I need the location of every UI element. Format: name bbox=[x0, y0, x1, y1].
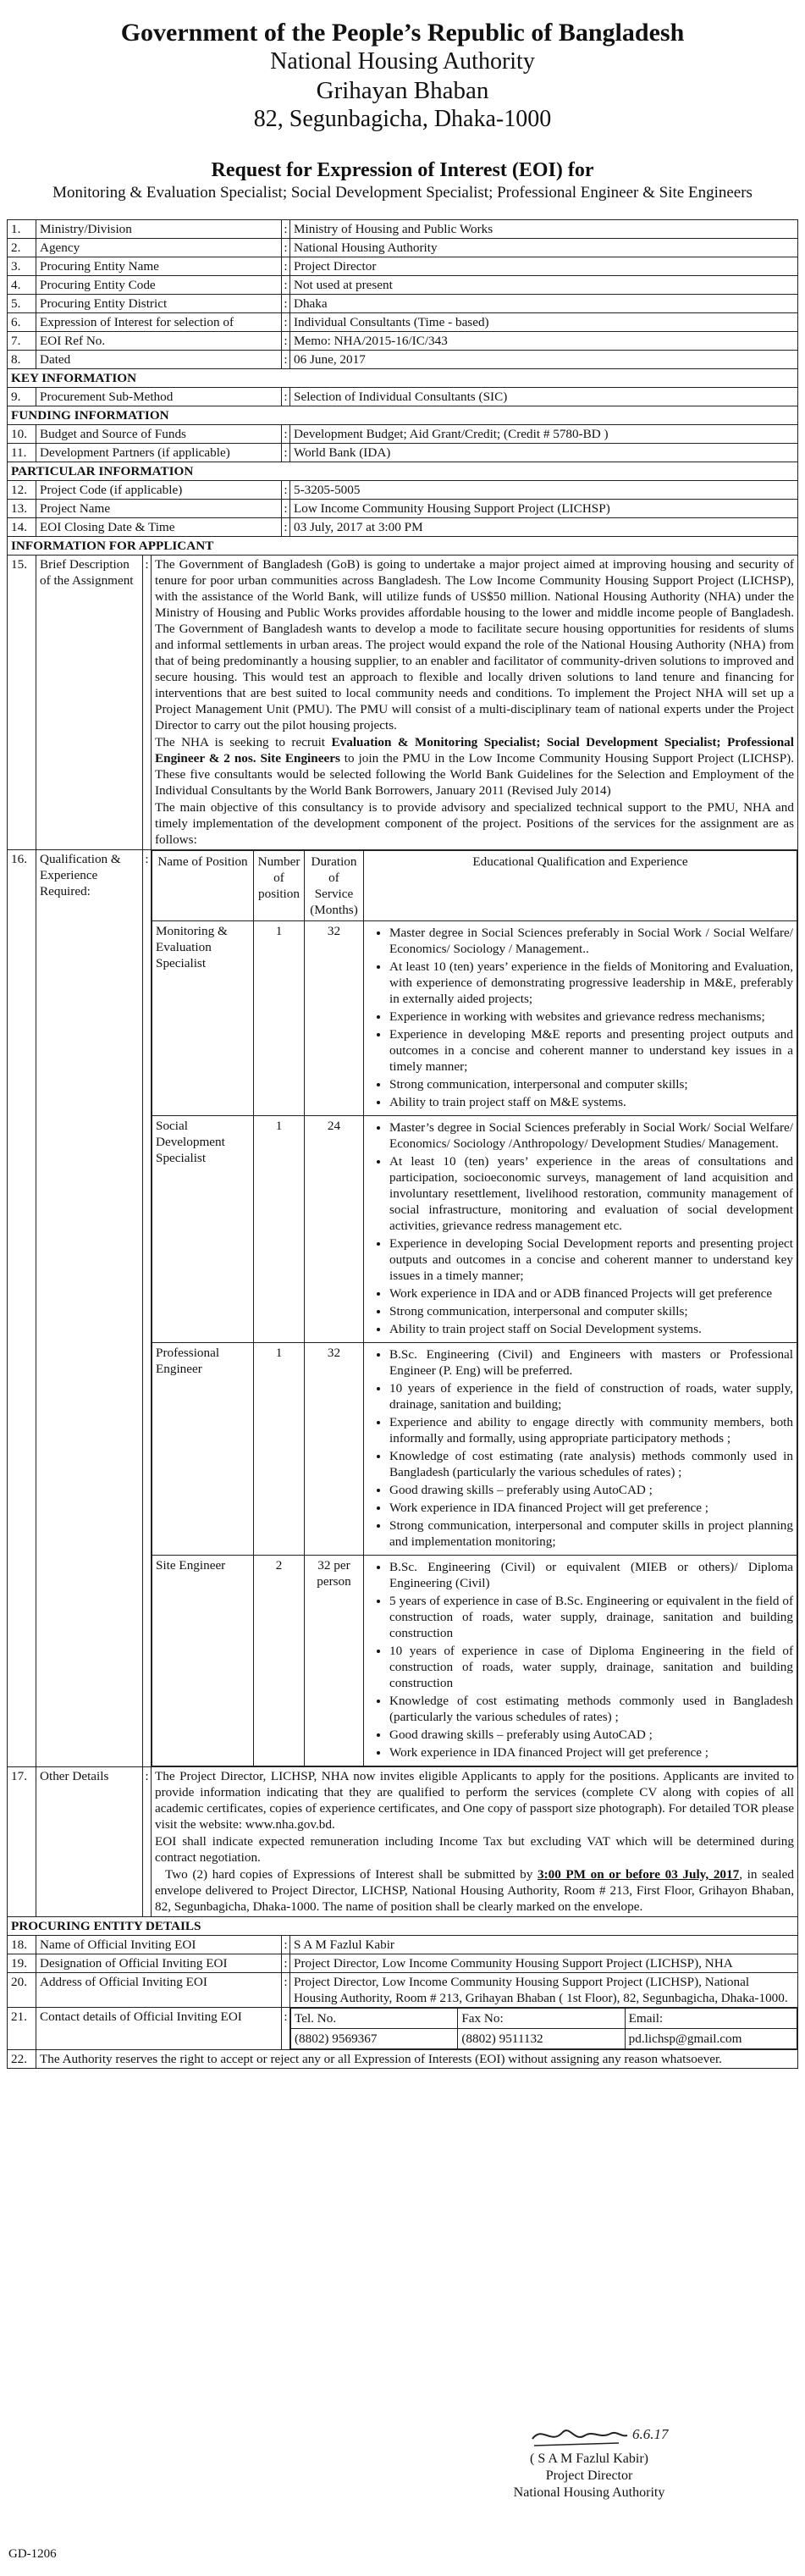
row-label: Project Code (if applicable) bbox=[36, 481, 282, 500]
row-number: 18. bbox=[8, 1936, 36, 1954]
position-row bbox=[152, 1556, 797, 1766]
row-15-brief-description bbox=[8, 556, 798, 850]
position-row bbox=[152, 1343, 797, 1556]
row-number: 21. bbox=[8, 2008, 36, 2050]
colon: : bbox=[282, 425, 290, 444]
qualification-item: • At least 10 (ten) years’ experience in the areas of consultations and participation, socioeconomic surveys, management of land acquisition and involuntary resettlement, livelihood restoration, community management of social infrastructure, monitoring and evaluation of social development activities, grievance redress management etc. bbox=[389, 1153, 793, 1234]
row-value: World Bank (IDA) bbox=[290, 444, 798, 462]
header-duration: Duration of Service (Months) bbox=[305, 851, 364, 921]
description-paragraph-2: The NHA is seeking to recruit Evaluation & Monitoring Specialist; Social Development Specialist; Professional Engineer & 2 nos. Site Engineers to join the PMU in the Low Income Community Housing Support Project (LICHSP). These five consultants would be selected following the World Bank Guidelines for the Selection and Employment of the Individual Consultants by the World Bank Borrowers, January 2011 (Revised July 2014) bbox=[155, 735, 794, 798]
position-count: 1 bbox=[254, 921, 305, 1116]
position-count: 1 bbox=[254, 1343, 305, 1556]
row-label: Expression of Interest for selection of bbox=[36, 313, 282, 332]
row-value: Ministry of Housing and Public Works bbox=[290, 220, 798, 239]
row-number: 9. bbox=[8, 388, 36, 406]
assignment-description bbox=[152, 556, 798, 850]
row-label: Qualification & Experience Required: bbox=[36, 850, 143, 1767]
row-value: 03 July, 2017 at 3:00 PM bbox=[290, 518, 798, 537]
row-label: Ministry/Division bbox=[36, 220, 282, 239]
row-label: Procuring Entity Code bbox=[36, 276, 282, 295]
qualification-item: • 5 years of experience in case of B.Sc. Engineering or equivalent in the field of construction of roads, water supply, drainage, sanitation and building construction bbox=[389, 1593, 793, 1641]
row-value: Development Budget; Aid Grant/Credit; (Credit # 5780-BD ) bbox=[290, 425, 798, 444]
signature-date: 6.6.17 bbox=[632, 2426, 669, 2442]
row-number: 6. bbox=[8, 313, 36, 332]
row-label: EOI Closing Date & Time bbox=[36, 518, 282, 537]
eoi-title: Request for Expression of Interest (EOI) for bbox=[211, 159, 594, 181]
row-value: Individual Consultants (Time - based) bbox=[290, 313, 798, 332]
row-label: Designation of Official Inviting EOI bbox=[36, 1954, 282, 1973]
row-label: Contact details of Official Inviting EOI bbox=[36, 2008, 282, 2050]
row-label: Procurement Sub-Method bbox=[36, 388, 282, 406]
reserve-clause: The Authority reserves the right to accept or reject any or all Expression of Interests (EOI) without assigning any reason whatsoever. bbox=[36, 2050, 798, 2069]
row-label: Other Details bbox=[36, 1767, 143, 1917]
row-12 bbox=[8, 481, 798, 500]
row-7 bbox=[8, 332, 798, 351]
position-name: Professional Engineer bbox=[152, 1343, 254, 1556]
qualification-item: • Knowledge of cost estimating (rate analysis) methods commonly used in Bangladesh (particularly the various schedules of rates) ; bbox=[389, 1448, 793, 1480]
row-label: Address of Official Inviting EOI bbox=[36, 1973, 282, 2008]
description-paragraph-1: The Government of Bangladesh (GoB) is going to undertake a major project aimed at improving housing and security of tenure for poor urban communities across Bangladesh. The Low Income Community Housing Support Project (LICHSP), with the assistance of the World Bank, will utilize funds of US$50 million. National Housing Authority (NHA) under the Ministry of Housing and Public Works provides affordable housing to the lower and middle income people of Bangladesh. The Government of Bangladesh wants to develop a mode to facilitate secure housing opportunities for residents of slums and informal settlements in urban areas. The project would expand the role of the National Housing Authority (NHA) from that of being predominantly a housing supplier, to an enabler and facilitator of community-driven solutions to improved and secure housing. This would test an approach to flexible and locally driven solutions to land tenure and financing for interventions that are best suited to local community needs and conditions. To implement the Project NHA will set up a Project Management Unit (PMU). The PMU will consist of a multi-disciplinary team of national experts under the Project Director to carry out the pilot housing projects. bbox=[155, 557, 794, 732]
colon: : bbox=[282, 1973, 290, 2008]
qualification-item: • Good drawing skills – preferably using AutoCAD ; bbox=[389, 1727, 793, 1743]
row-number: 4. bbox=[8, 276, 36, 295]
position-qualifications bbox=[364, 1556, 797, 1766]
qualification-item: • At least 10 (ten) years’ experience in the fields of Monitoring and Evaluation, with experience of demonstrating progressive leadership in M&E, preferably in externally aided projects; bbox=[389, 959, 793, 1007]
row-8 bbox=[8, 351, 798, 369]
row-22-authority-reserves bbox=[8, 2050, 798, 2069]
colon: : bbox=[282, 351, 290, 369]
qualification-item: • Experience in working with websites and grievance redress mechanisms; bbox=[389, 1009, 793, 1025]
fax-number: (8802) 9511132 bbox=[458, 2029, 625, 2049]
row-9 bbox=[8, 388, 798, 406]
row-number: 13. bbox=[8, 500, 36, 518]
colon: : bbox=[282, 388, 290, 406]
row-21-contact-details bbox=[8, 2008, 798, 2050]
colon: : bbox=[282, 220, 290, 239]
qualification-item: • Experience in developing M&E reports and presenting project outputs and outcomes in a concise and coherent manner to understand key issues in a timely manner; bbox=[389, 1026, 793, 1075]
row-value: Project Director, Low Income Community Housing Support Project (LICHSP), NHA bbox=[290, 1954, 798, 1973]
row-1 bbox=[8, 220, 798, 239]
colon: : bbox=[282, 332, 290, 351]
row-label: Procuring Entity District bbox=[36, 295, 282, 313]
header-number: Number of position bbox=[254, 851, 305, 921]
signatory-name: ( S A M Fazlul Kabir) bbox=[530, 2452, 648, 2466]
qualification-item: • Ability to train project staff on Social Development systems. bbox=[389, 1321, 793, 1337]
row-label: Brief Description of the Assignment bbox=[36, 556, 143, 850]
position-count: 1 bbox=[254, 1116, 305, 1343]
row-10 bbox=[8, 425, 798, 444]
row-18 bbox=[8, 1936, 798, 1954]
qualification-item: • Strong communication, interpersonal and computer skills; bbox=[389, 1076, 793, 1092]
qualification-item: • 10 years of experience in the field of construction of roads, water supply, drainage, sanitation and building; bbox=[389, 1380, 793, 1412]
row-number: 11. bbox=[8, 444, 36, 462]
row-value: Not used at present bbox=[290, 276, 798, 295]
row-number: 20. bbox=[8, 1973, 36, 2008]
row-label: Budget and Source of Funds bbox=[36, 425, 282, 444]
colon: : bbox=[282, 239, 290, 257]
row-2 bbox=[8, 239, 798, 257]
eoi-notice bbox=[7, 0, 798, 2069]
section-particular-information: PARTICULAR INFORMATION bbox=[8, 462, 798, 481]
other-details-text bbox=[152, 1767, 798, 1917]
row-number: 16. bbox=[8, 850, 36, 1767]
signature-block bbox=[500, 2420, 678, 2501]
signatory-org: National Housing Authority bbox=[513, 2485, 665, 2500]
colon: : bbox=[282, 313, 290, 332]
row-number: 5. bbox=[8, 295, 36, 313]
colon: : bbox=[282, 500, 290, 518]
row-label: EOI Ref No. bbox=[36, 332, 282, 351]
row-value: S A M Fazlul Kabir bbox=[290, 1936, 798, 1954]
row-number: 7. bbox=[8, 332, 36, 351]
govt-title: Government of the People’s Republic of Bangladesh bbox=[120, 19, 685, 47]
eoi-subtitle: Monitoring & Evaluation Specialist; Social Development Specialist; Professional Engineer & Site Engineers bbox=[52, 184, 753, 202]
tel-number: (8802) 9569367 bbox=[291, 2029, 458, 2049]
colon: : bbox=[282, 481, 290, 500]
row-3 bbox=[8, 257, 798, 276]
row-value: National Housing Authority bbox=[290, 239, 798, 257]
qualification-item: • Experience in developing Social Development reports and presenting project outputs and outcomes in a concise and coherent manner to understand key issues in a timely manner; bbox=[389, 1235, 793, 1284]
qualification-item: • Ability to train project staff on M&E systems. bbox=[389, 1094, 793, 1110]
header-education: Educational Qualification and Experience bbox=[364, 851, 797, 921]
row-number: 19. bbox=[8, 1954, 36, 1973]
qualification-item: • Master’s degree in Social Sciences preferably in Social Work/ Social Welfare/ Economics/ Sociology /Anthropology/ Development Studies/ Management. bbox=[389, 1119, 793, 1152]
qualification-item: • B.Sc. Engineering (Civil) or equivalent (MIEB or others)/ Diploma Engineering (Civil) bbox=[389, 1559, 793, 1591]
position-qualifications bbox=[364, 1116, 797, 1343]
row-value: Low Income Community Housing Support Project (LICHSP) bbox=[290, 500, 798, 518]
row-value: Dhaka bbox=[290, 295, 798, 313]
row-number: 8. bbox=[8, 351, 36, 369]
position-duration: 32 bbox=[305, 921, 364, 1116]
row-label: Procuring Entity Name bbox=[36, 257, 282, 276]
colon: : bbox=[282, 1954, 290, 1973]
qualification-item: • Experience and ability to engage directly with community members, both informally and formally, using appropriate participatory methods ; bbox=[389, 1414, 793, 1446]
row-label: Project Name bbox=[36, 500, 282, 518]
qualification-item: • B.Sc. Engineering (Civil) and Engineers with masters or Professional Engineer (P. Eng) will be preferred. bbox=[389, 1346, 793, 1379]
row-number: 2. bbox=[8, 239, 36, 257]
row-number: 14. bbox=[8, 518, 36, 537]
section-funding-information: FUNDING INFORMATION bbox=[8, 406, 798, 425]
colon: : bbox=[282, 1936, 290, 1954]
email-label: Email: bbox=[625, 2009, 797, 2029]
description-paragraph-3: The main objective of this consultancy is to provide advisory and specialized technical support to the PMU, NHA and timely implementation of the development component of the project. Positions of the services for the assignment are as follows: bbox=[155, 800, 794, 847]
row-6 bbox=[8, 313, 798, 332]
authority-name: National Housing Authority bbox=[270, 48, 535, 75]
eoi-table bbox=[7, 219, 798, 2069]
gd-code: GD-1206 bbox=[8, 2547, 57, 2561]
building-name: Grihayan Bhaban bbox=[316, 77, 489, 104]
colon: : bbox=[282, 257, 290, 276]
row-number: 17. bbox=[8, 1767, 36, 1917]
row-20 bbox=[8, 1973, 798, 2008]
header-position: Name of Position bbox=[152, 851, 254, 921]
other-details-paragraph-2: EOI shall indicate expected remuneration including Income Tax but excluding VAT which will be determined during contract negotiation. bbox=[155, 1834, 794, 1865]
colon: : bbox=[143, 850, 152, 1767]
qualification-item: • Work experience in IDA and or ADB financed Projects will get preference bbox=[389, 1285, 793, 1302]
position-name: Site Engineer bbox=[152, 1556, 254, 1766]
row-5 bbox=[8, 295, 798, 313]
position-row bbox=[152, 921, 797, 1116]
row-17-other-details bbox=[8, 1767, 798, 1917]
row-number: 15. bbox=[8, 556, 36, 850]
position-qualifications bbox=[364, 921, 797, 1116]
position-name: Monitoring & Evaluation Specialist bbox=[152, 921, 254, 1116]
row-value: Project Director bbox=[290, 257, 798, 276]
row-number: 10. bbox=[8, 425, 36, 444]
section-information-for-applicant: INFORMATION FOR APPLICANT bbox=[8, 537, 798, 556]
colon: : bbox=[282, 276, 290, 295]
row-19 bbox=[8, 1954, 798, 1973]
section-key-information: KEY INFORMATION bbox=[8, 369, 798, 388]
qualification-item: • Work experience in IDA financed Project will get preference ; bbox=[389, 1744, 793, 1761]
signature-scribble bbox=[526, 2420, 678, 2454]
colon: : bbox=[282, 295, 290, 313]
row-4 bbox=[8, 276, 798, 295]
position-duration: 32 per person bbox=[305, 1556, 364, 1766]
colon: : bbox=[282, 518, 290, 537]
position-name: Social Development Specialist bbox=[152, 1116, 254, 1343]
qualification-item: • Strong communication, interpersonal and computer skills; bbox=[389, 1303, 793, 1319]
colon: : bbox=[143, 1767, 152, 1917]
row-value: Memo: NHA/2015-16/IC/343 bbox=[290, 332, 798, 351]
qualification-item: • Master degree in Social Sciences preferably in Social Work / Social Welfare/ Economics/ Sociology / Management.. bbox=[389, 925, 793, 957]
position-count: 2 bbox=[254, 1556, 305, 1766]
row-11 bbox=[8, 444, 798, 462]
positions-header-row bbox=[152, 851, 797, 921]
signatory-designation: Project Director bbox=[545, 2468, 633, 2483]
position-duration: 24 bbox=[305, 1116, 364, 1343]
qualification-item: • Knowledge of cost estimating methods commonly used in Bangladesh (particularly the various schedules of rates) ; bbox=[389, 1693, 793, 1725]
tel-label: Tel. No. bbox=[291, 2009, 458, 2029]
section-procuring-entity-details: PROCURING ENTITY DETAILS bbox=[8, 1917, 798, 1936]
row-number: 3. bbox=[8, 257, 36, 276]
row-value: 5-3205-5005 bbox=[290, 481, 798, 500]
qualification-item: • Work experience in IDA financed Project will get preference ; bbox=[389, 1500, 793, 1516]
row-number: 22. bbox=[8, 2050, 36, 2069]
row-14 bbox=[8, 518, 798, 537]
positions-table bbox=[152, 850, 797, 1766]
row-label: Name of Official Inviting EOI bbox=[36, 1936, 282, 1954]
other-details-paragraph-3: Two (2) hard copies of Expressions of Interest shall be submitted by 3:00 PM on or before 03 July, 2017, in sealed envelope delivered to Project Director, LICHSP, National Housing Authority, Room # 213, First Floor, Grihayon Bhaban, 82, Segunbagicha, Dhaka-1000. The name of position shall be clearly marked on the envelope. bbox=[155, 1867, 794, 1914]
row-13 bbox=[8, 500, 798, 518]
other-details-paragraph-1: The Project Director, LICHSP, NHA now invites eligible Applicants to apply for the positions. Applicants are invited to provide information indicating that they are qualified to perform the services (complete CV along with copies of all academic certificates, copies of experience certificates, and One copy of passport size photograph). For detailed TOR please visit the website: www.nha.gov.bd. bbox=[155, 1769, 794, 1832]
row-value: Selection of Individual Consultants (SIC) bbox=[290, 388, 798, 406]
position-row bbox=[152, 1116, 797, 1343]
row-16-qualification bbox=[8, 850, 798, 1767]
fax-label: Fax No: bbox=[458, 2009, 625, 2029]
contact-table bbox=[290, 2008, 797, 2049]
position-qualifications bbox=[364, 1343, 797, 1556]
row-value: Project Director, Low Income Community Housing Support Project (LICHSP), National Housing Authority, Room # 213, Grihayan Bhaban ( 1st Floor), 82, Segunbagicha, Dhaka-1000. bbox=[290, 1973, 798, 2008]
row-number: 12. bbox=[8, 481, 36, 500]
notice-header bbox=[7, 19, 798, 134]
colon: : bbox=[282, 2008, 290, 2050]
position-duration: 32 bbox=[305, 1343, 364, 1556]
row-label: Dated bbox=[36, 351, 282, 369]
row-label: Development Partners (if applicable) bbox=[36, 444, 282, 462]
address-line: 82, Segunbagicha, Dhaka-1000 bbox=[253, 106, 552, 132]
row-label: Agency bbox=[36, 239, 282, 257]
colon: : bbox=[282, 444, 290, 462]
email-address[interactable]: pd.lichsp@gmail.com bbox=[625, 2029, 797, 2049]
row-number: 1. bbox=[8, 220, 36, 239]
qualification-item: • Good drawing skills – preferably using AutoCAD ; bbox=[389, 1482, 793, 1498]
row-value: 06 June, 2017 bbox=[290, 351, 798, 369]
colon: : bbox=[143, 556, 152, 850]
qualification-item: • 10 years of experience in case of Diploma Engineering in the field of construction of roads, water supply, drainage, sanitation and building construction bbox=[389, 1643, 793, 1691]
qualification-item: • Strong communication, interpersonal and computer skills in project planning and implementation monitoring; bbox=[389, 1517, 793, 1550]
